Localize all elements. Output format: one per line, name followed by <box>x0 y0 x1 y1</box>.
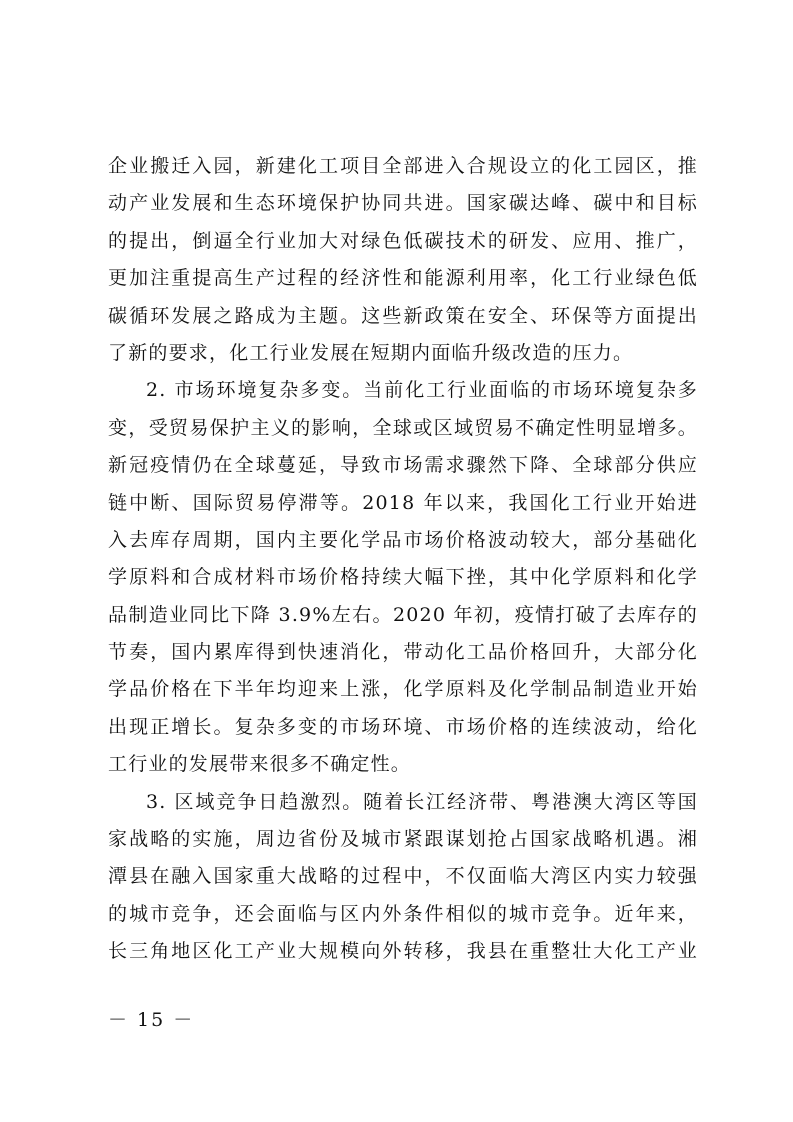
paragraph-line: 家战略的实施，周边省份及城市紧跟谋划抢占国家战略机遇。湘 <box>108 828 698 851</box>
paragraph-line: 企业搬迁入园，新建化工项目全部进入合规设立的化工园区，推 <box>108 155 698 177</box>
paragraph-line: 链中断、国际贸易停滞等。2018 年以来，我国化工行业开始进 <box>108 491 698 514</box>
paragraph-line: 工行业的发展带来很多不确定性。 <box>108 753 412 776</box>
paragraph-line: 的提出，倒逼全行业加大对绿色低碳技术的研发、应用、推广， <box>108 229 698 252</box>
paragraph-line: 了新的要求，化工行业发展在短期内面临升级改造的压力。 <box>108 341 634 364</box>
paragraph-line: 学原料和合成材料市场价格持续大幅下挫，其中化学原料和化学 <box>108 566 698 589</box>
paragraph-line: 潭县在融入国家重大战略的过程中，不仅面临大湾区内实力较强 <box>108 865 698 888</box>
section-heading-line: 2. 市场环境复杂多变。当前化工行业面临的市场环境复杂多 <box>146 379 698 402</box>
paragraph-line: 学品价格在下半年均迎来上涨，化学原料及化学制品制造业开始 <box>108 678 698 701</box>
body-text <box>108 148 698 971</box>
paragraph-line: 变，受贸易保护主义的影响，全球或区域贸易不确定性明显增多。 <box>108 416 698 439</box>
paragraph-line: 长三角地区化工产业大规模向外转移，我县在重整壮大化工产业 <box>108 940 698 963</box>
paragraph-line: 节奏，国内累库得到快速消化，带动化工品价格回升，大部分化 <box>108 641 698 664</box>
paragraph-line: 碳循环发展之路成为主题。这些新政策在安全、环保等方面提出 <box>108 304 698 327</box>
paragraph-line: 动产业发展和生态环境保护协同共进。国家碳达峰、碳中和目标 <box>108 192 698 215</box>
section-heading-line: 3. 区域竞争日趋激烈。随着长江经济带、粤港澳大湾区等国 <box>146 790 698 813</box>
paragraph-line: 更加注重提高生产过程的经济性和能源利用率，化工行业绿色低 <box>108 267 698 290</box>
page-number: － 15 － <box>108 1009 195 1031</box>
paragraph-line: 入去库存周期，国内主要化学品市场价格波动较大，部分基础化 <box>108 528 698 551</box>
paragraph-line: 品制造业同比下降 3.9%左右。2020 年初，疫情打破了去库存的 <box>108 603 698 626</box>
paragraph-line: 的城市竞争，还会面临与区内外条件相似的城市竞争。近年来， <box>108 902 698 925</box>
paragraph-line: 新冠疫情仍在全球蔓延，导致市场需求骤然下降、全球部分供应 <box>108 454 698 477</box>
paragraph-line: 出现正增长。复杂多变的市场环境、市场价格的连续波动，给化 <box>108 715 698 738</box>
